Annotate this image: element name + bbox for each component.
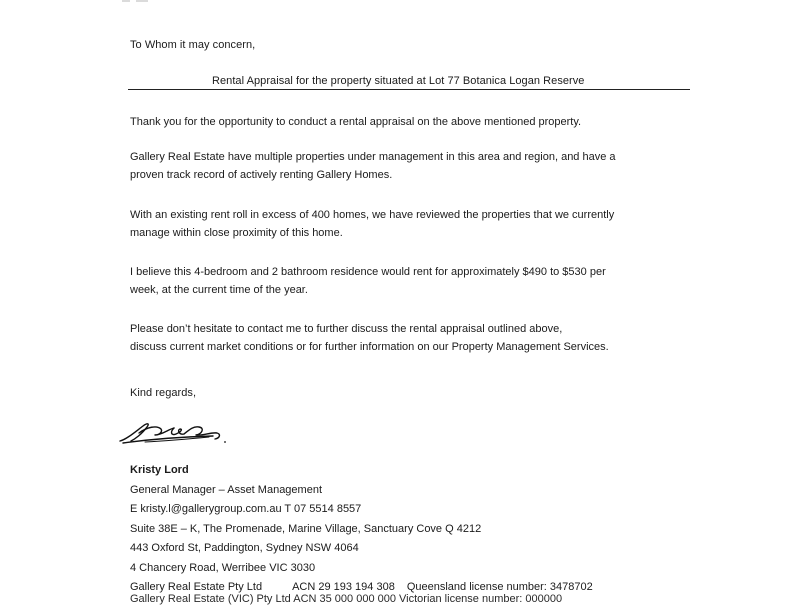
subject-line: Rental Appraisal for the property situated at Lot 77 Botanica Logan Reserve xyxy=(212,75,585,87)
sender-contact: E kristy.l@gallerygroup.com.au T 07 5514 8557 xyxy=(130,503,362,515)
company-license: Queensland license number: 3478702 xyxy=(406,581,593,593)
paragraph-line: Gallery Real Estate have multiple properties under management in this area and region, and have a xyxy=(130,151,616,163)
paragraph-3 xyxy=(130,206,710,242)
cutoff-line: Gallery Real Estate (VIC) Pty Ltd ACN 35 000 000 000 Victorian license number: 000000 xyxy=(130,593,563,605)
paragraph-1 xyxy=(130,113,710,131)
sender-address-1: Suite 38E – K, The Promenade, Marine Village, Sanctuary Cove Q 4212 xyxy=(130,522,482,535)
paragraph-line: week, at the current time of the year. xyxy=(130,284,308,296)
paragraph-line: With an existing rent roll in excess of 400 homes, we have reviewed the properties that we currently xyxy=(130,209,615,221)
paragraph-line: Please don’t hesitate to contact me to further discuss the rental appraisal outlined above, xyxy=(130,323,563,335)
sender-title: General Manager – Asset Management xyxy=(130,483,323,496)
signature-block xyxy=(130,461,593,598)
paragraph-line: proven track record of actively renting Gallery Homes. xyxy=(130,169,393,181)
subject-underline xyxy=(128,89,690,90)
company-acn: ACN 29 193 194 308 xyxy=(292,581,395,593)
paragraph-4 xyxy=(130,263,710,299)
company-name: Gallery Real Estate Pty Ltd xyxy=(130,581,263,593)
paragraph-line: I believe this 4-bedroom and 2 bathroom residence would rent for approximately $490 to $530 per xyxy=(130,266,606,278)
sender-address-3: 4 Chancery Road, Werribee VIC 3030 xyxy=(130,561,316,574)
paragraph-5 xyxy=(130,320,710,356)
paragraph-line: Thank you for the opportunity to conduct a rental appraisal on the above mentioned property. xyxy=(130,116,582,128)
paragraph-line: discuss current market conditions or for further information on our Property Management Services. xyxy=(130,341,609,353)
sender-address-2: 443 Oxford St, Paddington, Sydney NSW 4064 xyxy=(130,542,359,554)
paragraph-line: manage within close proximity of this home. xyxy=(130,227,343,239)
paragraph-2 xyxy=(130,148,710,184)
top-edge-fragment xyxy=(118,0,158,2)
closing: Kind regards, xyxy=(130,387,197,399)
sender-name: Kristy Lord xyxy=(130,464,189,476)
greeting: To Whom it may concern, xyxy=(130,39,256,51)
signature-image xyxy=(117,417,233,449)
